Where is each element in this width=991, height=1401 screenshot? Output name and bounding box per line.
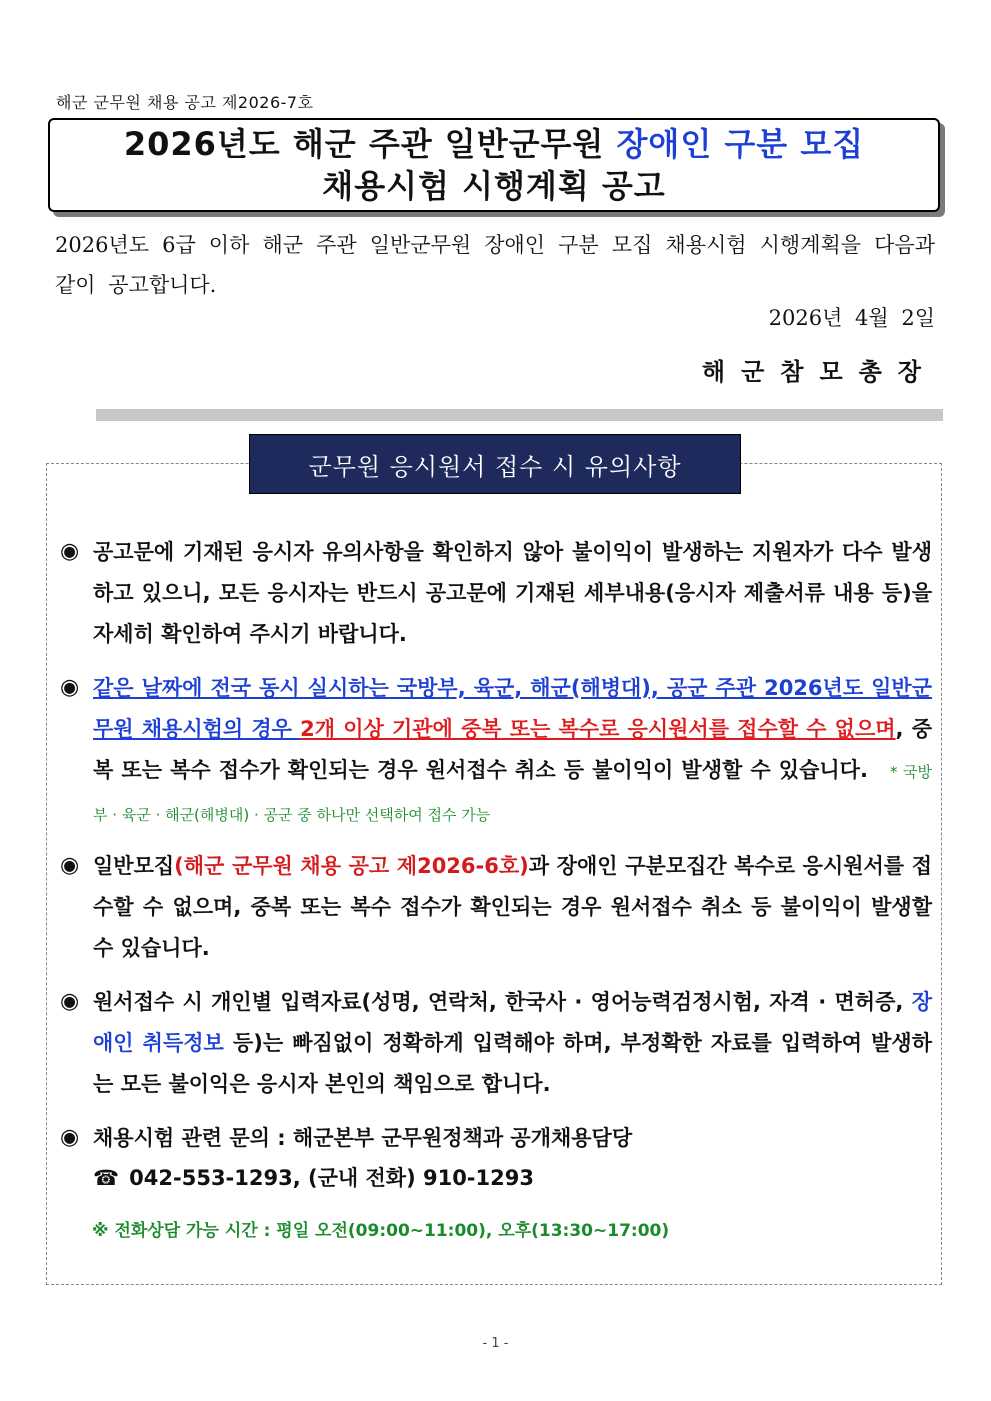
- bullet-icon: ◉: [60, 853, 80, 878]
- list-item-4: [60, 982, 932, 1105]
- item-2-red-text: 2개 이상 기관에 중복 또는 복수로 응시원서를 접수할 수 없으며: [300, 717, 896, 741]
- item-4-blue-text: 장애인 취득정보: [93, 990, 932, 1055]
- item-3-suffix: 과 장애인 구분모집간 복수로 응시원서를 접수할 수 없으며, 중복 또는 복수 접수가 확인되는 경우 원서접수 취소 등 불이익이 발생할 수 있습니다.: [93, 854, 932, 960]
- item-4-prefix: 원서접수 시 개인별 입력자료(성명, 연락처, 한국사 · 영어능력검정시험, 자격 · 면허증,: [93, 990, 912, 1014]
- list-item-3: [60, 846, 932, 969]
- title-prefix: 2026년도 해군 주관 일반군무원: [123, 125, 617, 163]
- title-box: [48, 118, 940, 212]
- bullet-icon: ◉: [60, 675, 80, 700]
- page-number: - 1 -: [482, 1336, 509, 1351]
- item-3-text: [93, 846, 932, 969]
- phone-icon: ☎: [93, 1166, 120, 1190]
- item-2-note: * 국방부 · 육군 · 해군(해병대) · 공군 중 하나만 선택하여 접수 가능: [93, 763, 933, 824]
- bullet-icon: ◉: [60, 1125, 80, 1150]
- item-2-text: [93, 668, 932, 836]
- list-item-1: [60, 532, 932, 655]
- contact-line: 채용시험 관련 문의 : 해군본부 군무원정책과 공개채용담당: [93, 1126, 633, 1150]
- phone-line: [93, 1158, 932, 1198]
- section-title: 군무원 응시원서 접수 시 유의사항: [249, 434, 741, 494]
- phone-numbers: 042-553-1293, (군내 전화) 910-1293: [129, 1166, 534, 1190]
- item-2-plain-text: , 중복 또는 복수 접수가 확인되는 경우 원서접수 취소 등 불이익이 발생할 수 있습니다.: [93, 717, 932, 782]
- signer: 해군참모총장: [701, 357, 937, 386]
- phone-hours-note: ※ 전화상담 가능 시간 : 평일 오전(09:00~11:00), 오후(13:30~17:00): [92, 1221, 670, 1241]
- item-1-text: 공고문에 기재된 응시자 유의사항을 확인하지 않아 불이익이 발생하는 지원자가 다수 발생하고 있으니, 모든 응시자는 반드시 공고문에 기재된 세부내용(응시자 제출서류 내용 등)을 자세히 확인하여 주시기 바랍니다.: [93, 540, 932, 646]
- title-line-1: [124, 123, 864, 165]
- list-item-5: [60, 1118, 932, 1198]
- intro-paragraph: 2026년도 6급 이하 해군 주관 일반군무원 장애인 구분 모집 채용시험 시행계획을 다음과 같이 공고합니다.: [55, 233, 935, 297]
- item-2-blue-text: 같은 날짜에 전국 동시 실시하는 국방부, 육군, 해군(해병대), 공군 주관 2026년도 일반군무원 채용시험의 경우: [93, 676, 932, 741]
- title-line-2: 채용시험 시행계획 공고: [322, 167, 666, 205]
- bullet-icon: ◉: [60, 989, 80, 1014]
- list-item-2: [60, 668, 932, 836]
- bullet-icon: ◉: [60, 539, 80, 564]
- title-accent: 장애인 구분 모집: [616, 125, 865, 163]
- divider-bar: [96, 409, 943, 421]
- item-4-suffix: 등)는 빠짐없이 정확하게 입력해야 하며, 부정확한 자료를 입력하여 발생하는 모든 불이익은 응시자 본인의 책임으로 합니다.: [93, 1031, 932, 1096]
- item-3-prefix: 일반모집: [93, 854, 175, 878]
- item-5-text: [93, 1118, 932, 1198]
- notice-date: 2026년 4월 2일: [768, 306, 935, 330]
- item-4-text: [93, 982, 932, 1105]
- notice-number: 해군 군무원 채용 공고 제2026-7호: [56, 93, 314, 112]
- item-3-red-text: (해군 군무원 채용 공고 제2026-6호): [174, 854, 529, 878]
